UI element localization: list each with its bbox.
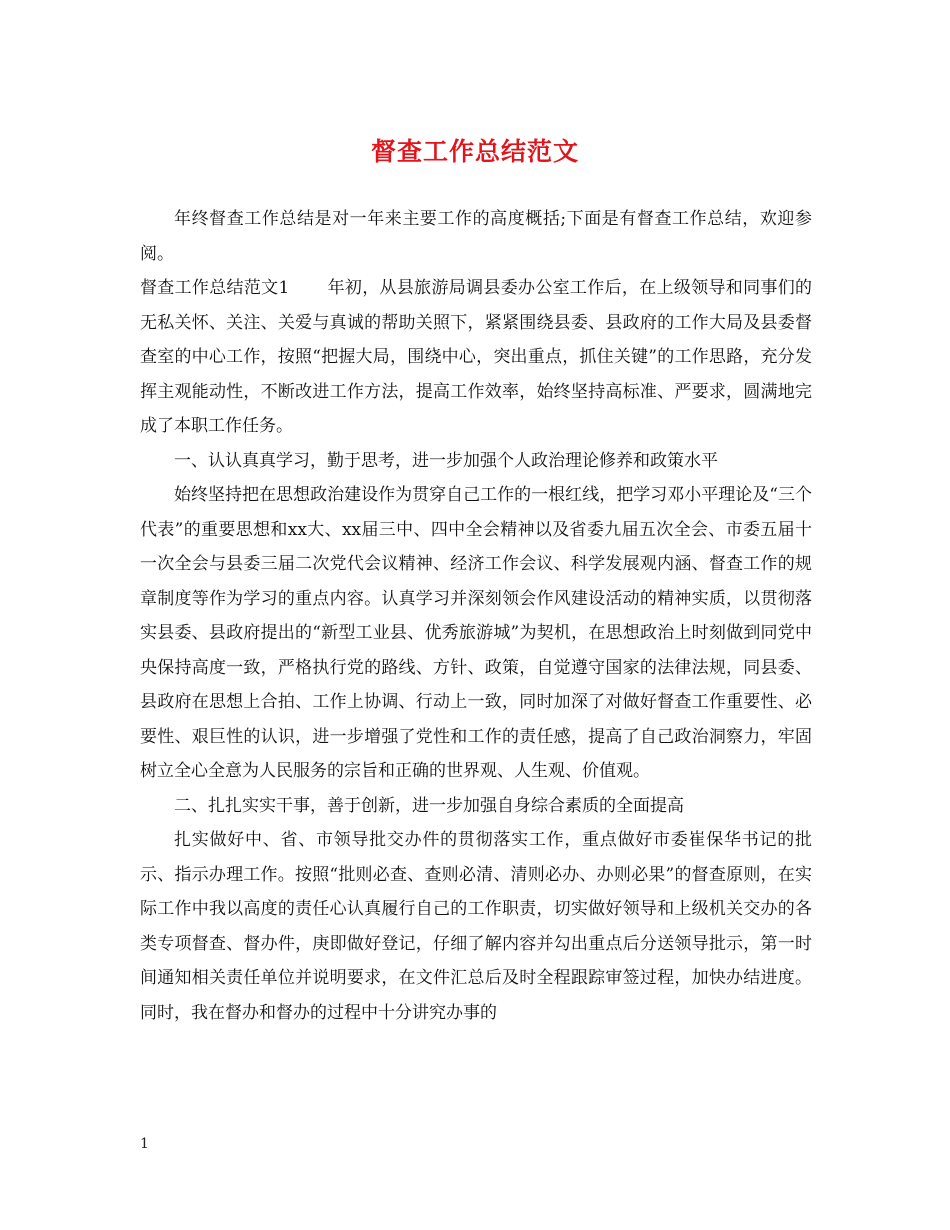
intro-paragraph: 年终督查工作总结是对一年来主要工作的高度概括;下面是有督查工作总结，欢迎参阅。: [140, 209, 812, 264]
section-lead-text: 年初，从县旅游局调县委办公室工作后，在上级领导和同事们的无私关怀、关注、关爱与真诚的帮助关照下，紧紧围绕县委、县政府的工作大局及县委督查室的中心工作，按照“把握大局，围绕中心，突出重点，抓住关键”的工作思路，充分发挥主观能动性，不断改进工作方法，提高工作效率，始终坚持高标准、严要求，圆满地完成了本职工作任务。: [140, 278, 813, 436]
body-paragraph-2: 扎实做好中、省、市领导批交办件的贯彻落实工作，重点做好市委崔保华书记的批示、指示办理工作。按照“批则必查、查则必清、清则必办、办则必果”的督查原则，在实际工作中我以高度的责任心认真履行自己的工作职责，切实做好领导和上级机关交办的各类专项督查、督办件，庚即做好登记，仔细了解内容并勾出重点后分送领导批示，第一时间通知相关责任单位并说明要求，在文件汇总后及时全程跟踪审签过程，加快办结进度。同时，我在督办和督办的过程中十分讲究办事的: [140, 830, 812, 1023]
section-label: 督查工作总结范文1: [140, 278, 290, 298]
document-body: [140, 202, 812, 1030]
section-heading-1: 一、认认真真学习，勤于思考，进一步加强个人政治理论修养和政策水平: [174, 450, 718, 471]
section-heading-2: 二、扎扎实实干事，善于创新，进一步加强自身综合素质的全面提高: [174, 795, 684, 816]
section-lead-paragraph: [140, 271, 812, 444]
page-number: 1: [140, 1136, 149, 1152]
document-title: 督查工作总结范文: [370, 137, 579, 166]
body-paragraph-1: 始终坚持把在思想政治建设作为贯穿自己工作的一根红线，把学习邓小平理论及“三个代表”的重要思想和xx大、xx届三中、四中全会精神以及省委九届五次全会、市委五届十一次全会与县委三届二次党代会议精神、经济工作会议、科学发展观内涵、督查工作的规章制度等作为学习的重点内容。认真学习并深刻领会作风建设活动的精神实质，以贯彻落实县委、县政府提出的“新型工业县、优秀旅游城”为契机，在思想政治上时刻做到同党中央保持高度一致，严格执行党的路线、方针、政策，自觉遵守国家的法律法规，同县委、县政府在思想上合拍、工作上协调、行动上一致，同时加深了对做好督查工作重要性、必要性、艰巨性的认识，进一步增强了党性和工作的责任感，提高了自己政治洞察力，牢固树立全心全意为人民服务的宗旨和正确的世界观、人生观、价值观。: [140, 485, 812, 781]
